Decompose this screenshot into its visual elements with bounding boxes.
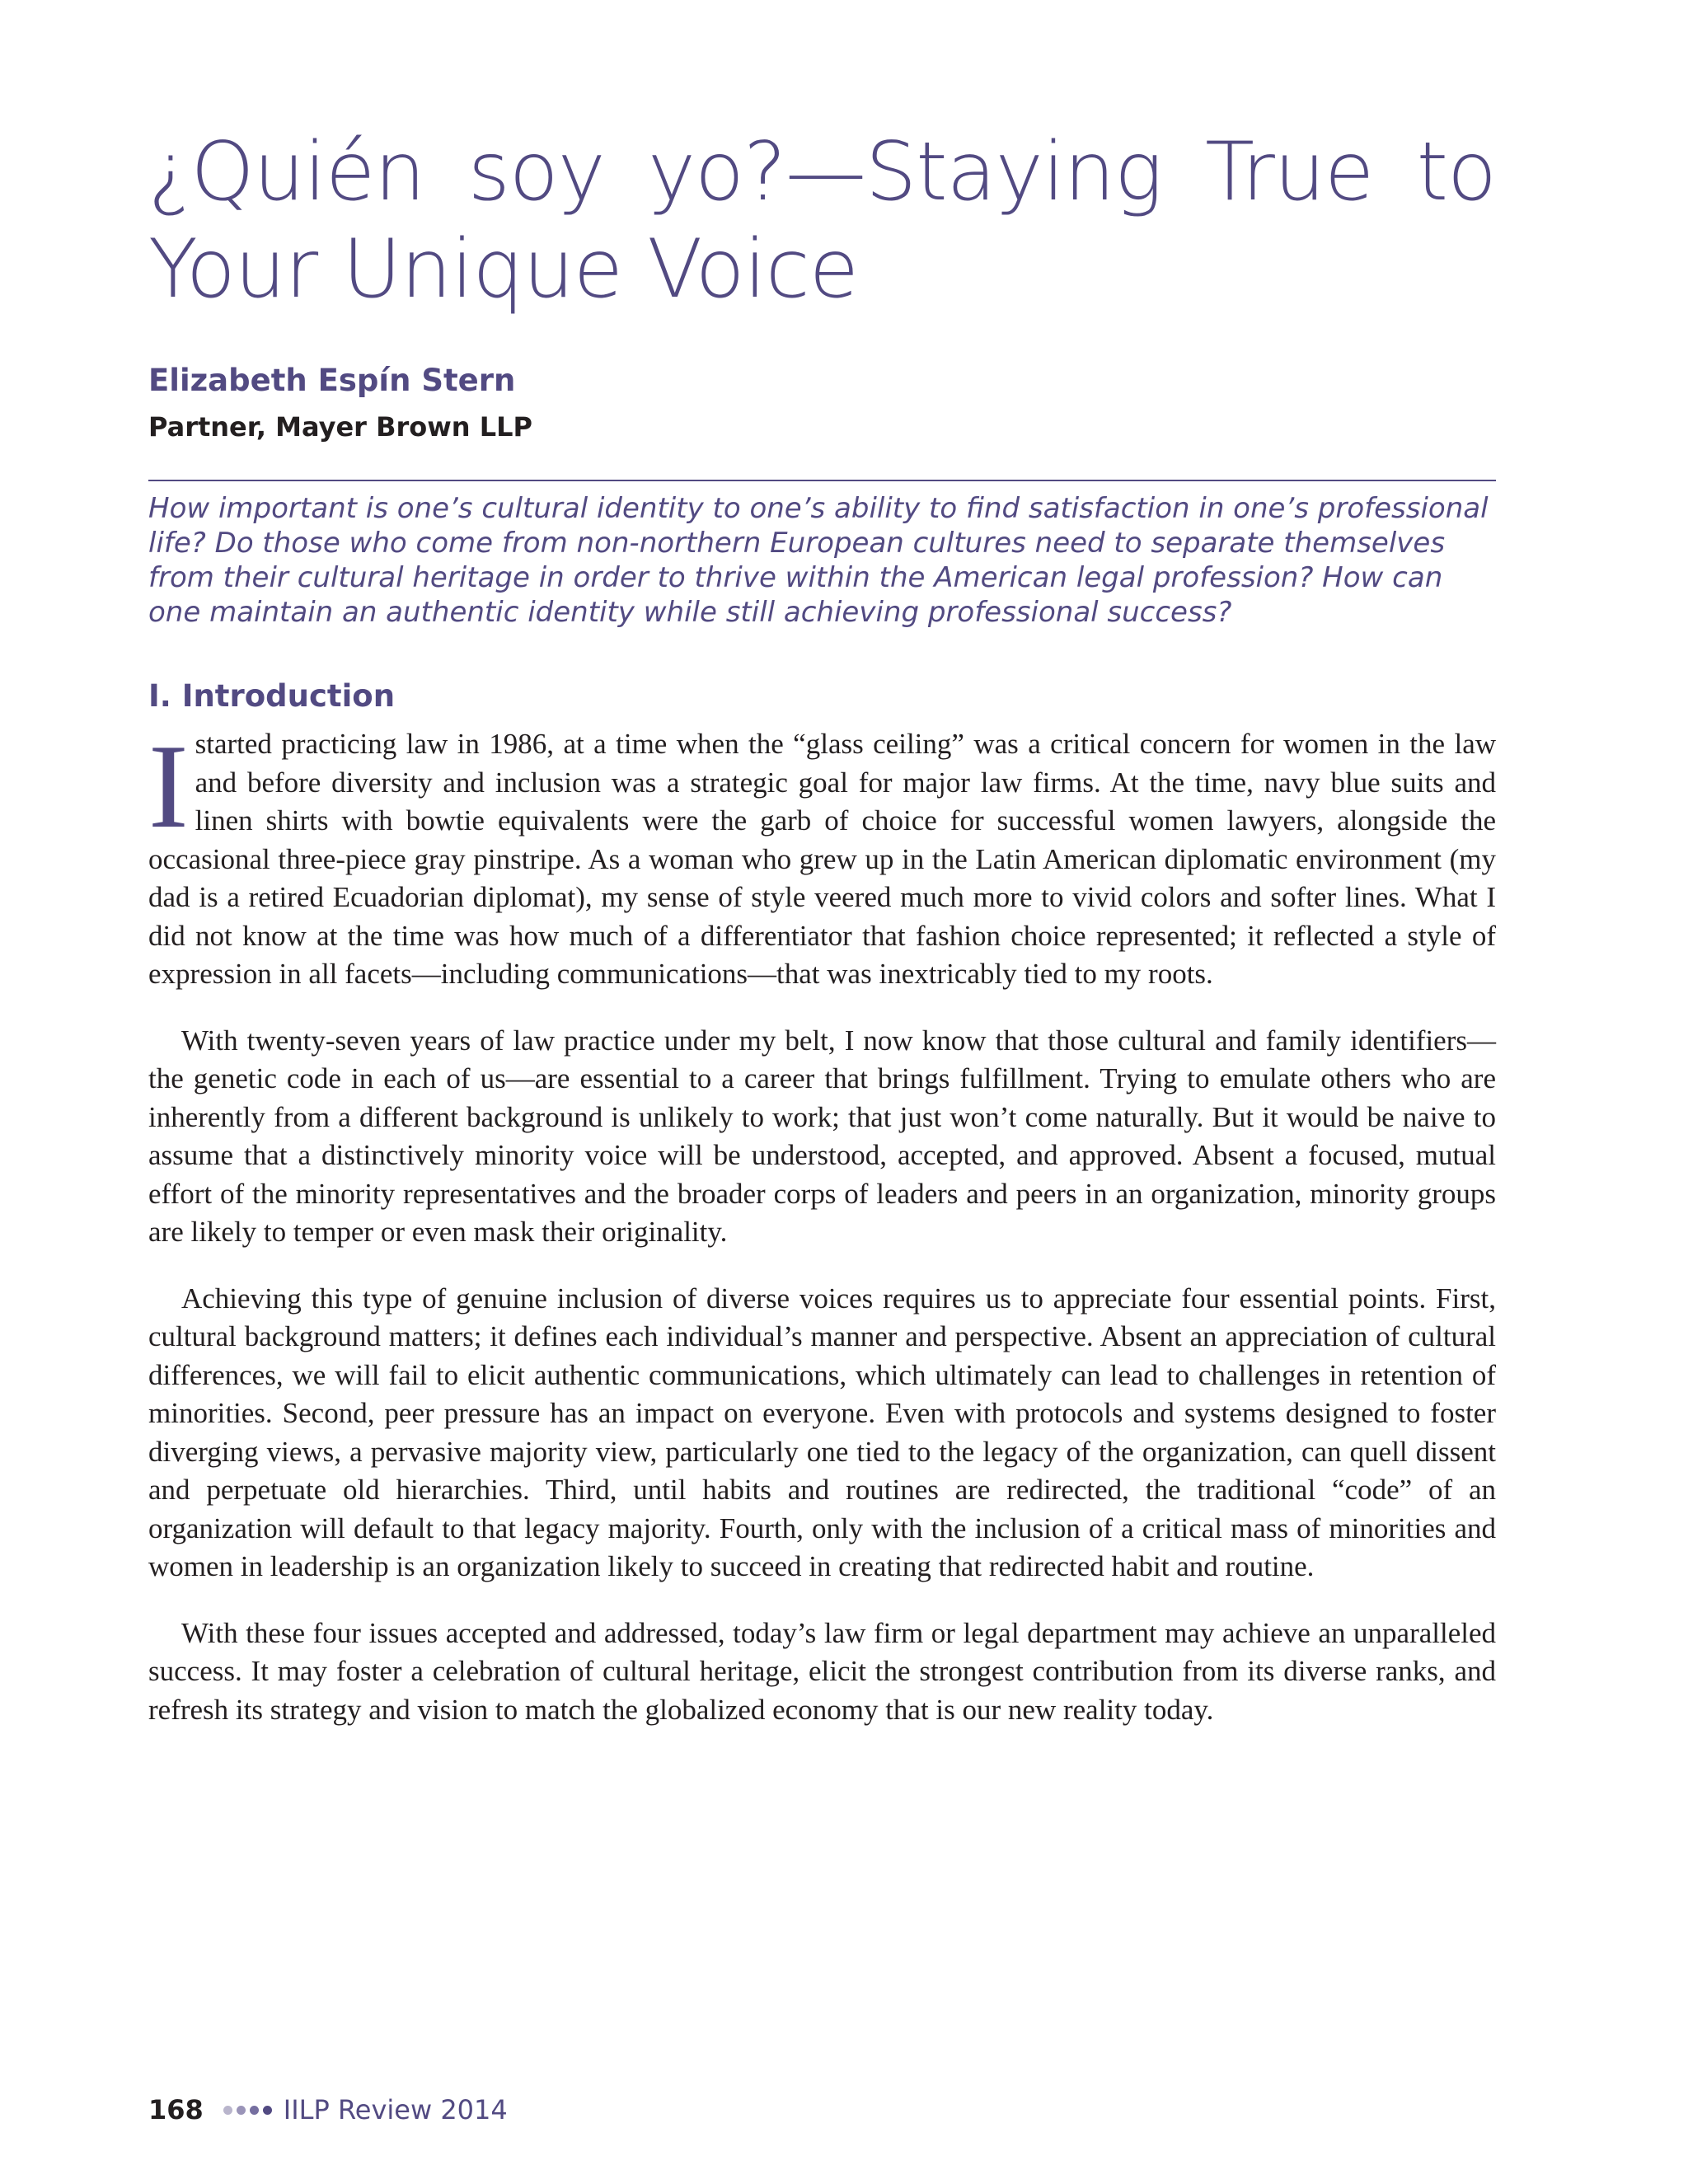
article-title: ¿Quién soy yo?—Staying True to Your Unique Voice xyxy=(148,125,1496,316)
author-name: Elizabeth Espín Stern xyxy=(148,363,516,398)
page-footer xyxy=(148,2093,508,2126)
page-number: 168 xyxy=(148,2094,204,2125)
journal-name: IILP Review 2014 xyxy=(283,2094,508,2125)
paragraph-text: started practicing law in 1986, at a time when the “glass ceiling” was a critical concern for women in the law and before diversity and inclusion was a strategic goal for major law firms. At the time, navy blue suits and linen shirts with bowtie equivalents were the garb of choice for successful women lawyers, alongside the occasional three-piece gray pinstripe. As a woman who grew up in the Latin American diplomatic environment (my dad is a retired Ecuadorian diplomat), my sense of style veered much more to vivid colors and softer lines. What I did not know at the time was how much of a differentiator that fashion choice represented; it reflected a style of expression in all facets—including communications—that was inextricably tied to my roots. xyxy=(148,728,1496,990)
dot-icon xyxy=(237,2106,246,2115)
dot-icon xyxy=(263,2106,272,2115)
body-paragraph-1 xyxy=(148,719,1496,994)
author-affiliation: Partner, Mayer Brown LLP xyxy=(148,411,532,443)
drop-cap: I xyxy=(148,719,189,853)
dot-icon xyxy=(250,2106,259,2115)
header-divider xyxy=(148,480,1496,481)
body-paragraph-3: Achieving this type of genuine inclusion of diverse voices requires us to appreciate four essential points. First, cultural background matters; it defines each individual’s manner and perspective. Absent an appreciation of cultural differences, we will fail to elicit authentic communications, which ultimately can lead to challenges in retention of minorities. Second, peer pressure has an impact on everyone. Even with protocols and systems designed to foster diverging views, a pervasive majority view, particularly one tied to the legacy of the organization, can quell dissent and perpetuate old hierarchies. Third, until habits and routines are redirected, the traditional “code” of an organization will default to that legacy majority. Fourth, only with the inclusion of a critical mass of minorities and women in leadership is an organization likely to succeed in creating that redirected habit and routine. xyxy=(148,1282,1496,1582)
ornament-dots xyxy=(223,2106,272,2115)
article-abstract: How important is one’s cultural identity to one’s ability to find satisfaction in one’s professional life? Do those who come from non-northern European cultures need to separate themselves from their cultural heritage in order to thrive within the American legal profession? How can one maintain an authentic identity while still achieving professional success? xyxy=(148,492,1489,629)
article-page xyxy=(148,124,1496,1729)
dot-icon xyxy=(223,2106,232,2115)
section-heading: I. Introduction xyxy=(148,678,396,714)
body-paragraph-2: With twenty-seven years of law practice under my belt, I now know that those cultural and family identifiers—the genetic code in each of us—are essential to a career that brings fulfillment. Trying to emulate others who are inherently from a different background is unlikely to work; that just won’t come naturally. But it would be naive to assume that a distinctively minority voice will be understood, accepted, and approved. Absent a focused, mutual effort of the minority representatives and the broader corps of leaders and peers in an organization, minority groups are likely to temper or even mask their originality. xyxy=(148,1024,1496,1248)
body-paragraph-4: With these four issues accepted and addressed, today’s law firm or legal department may achieve an unparalleled success. It may foster a celebration of cultural heritage, elicit the strongest contribution from its diverse ranks, and refresh its strategy and vision to match the globalized economy that is our new reality today. xyxy=(148,1616,1496,1726)
